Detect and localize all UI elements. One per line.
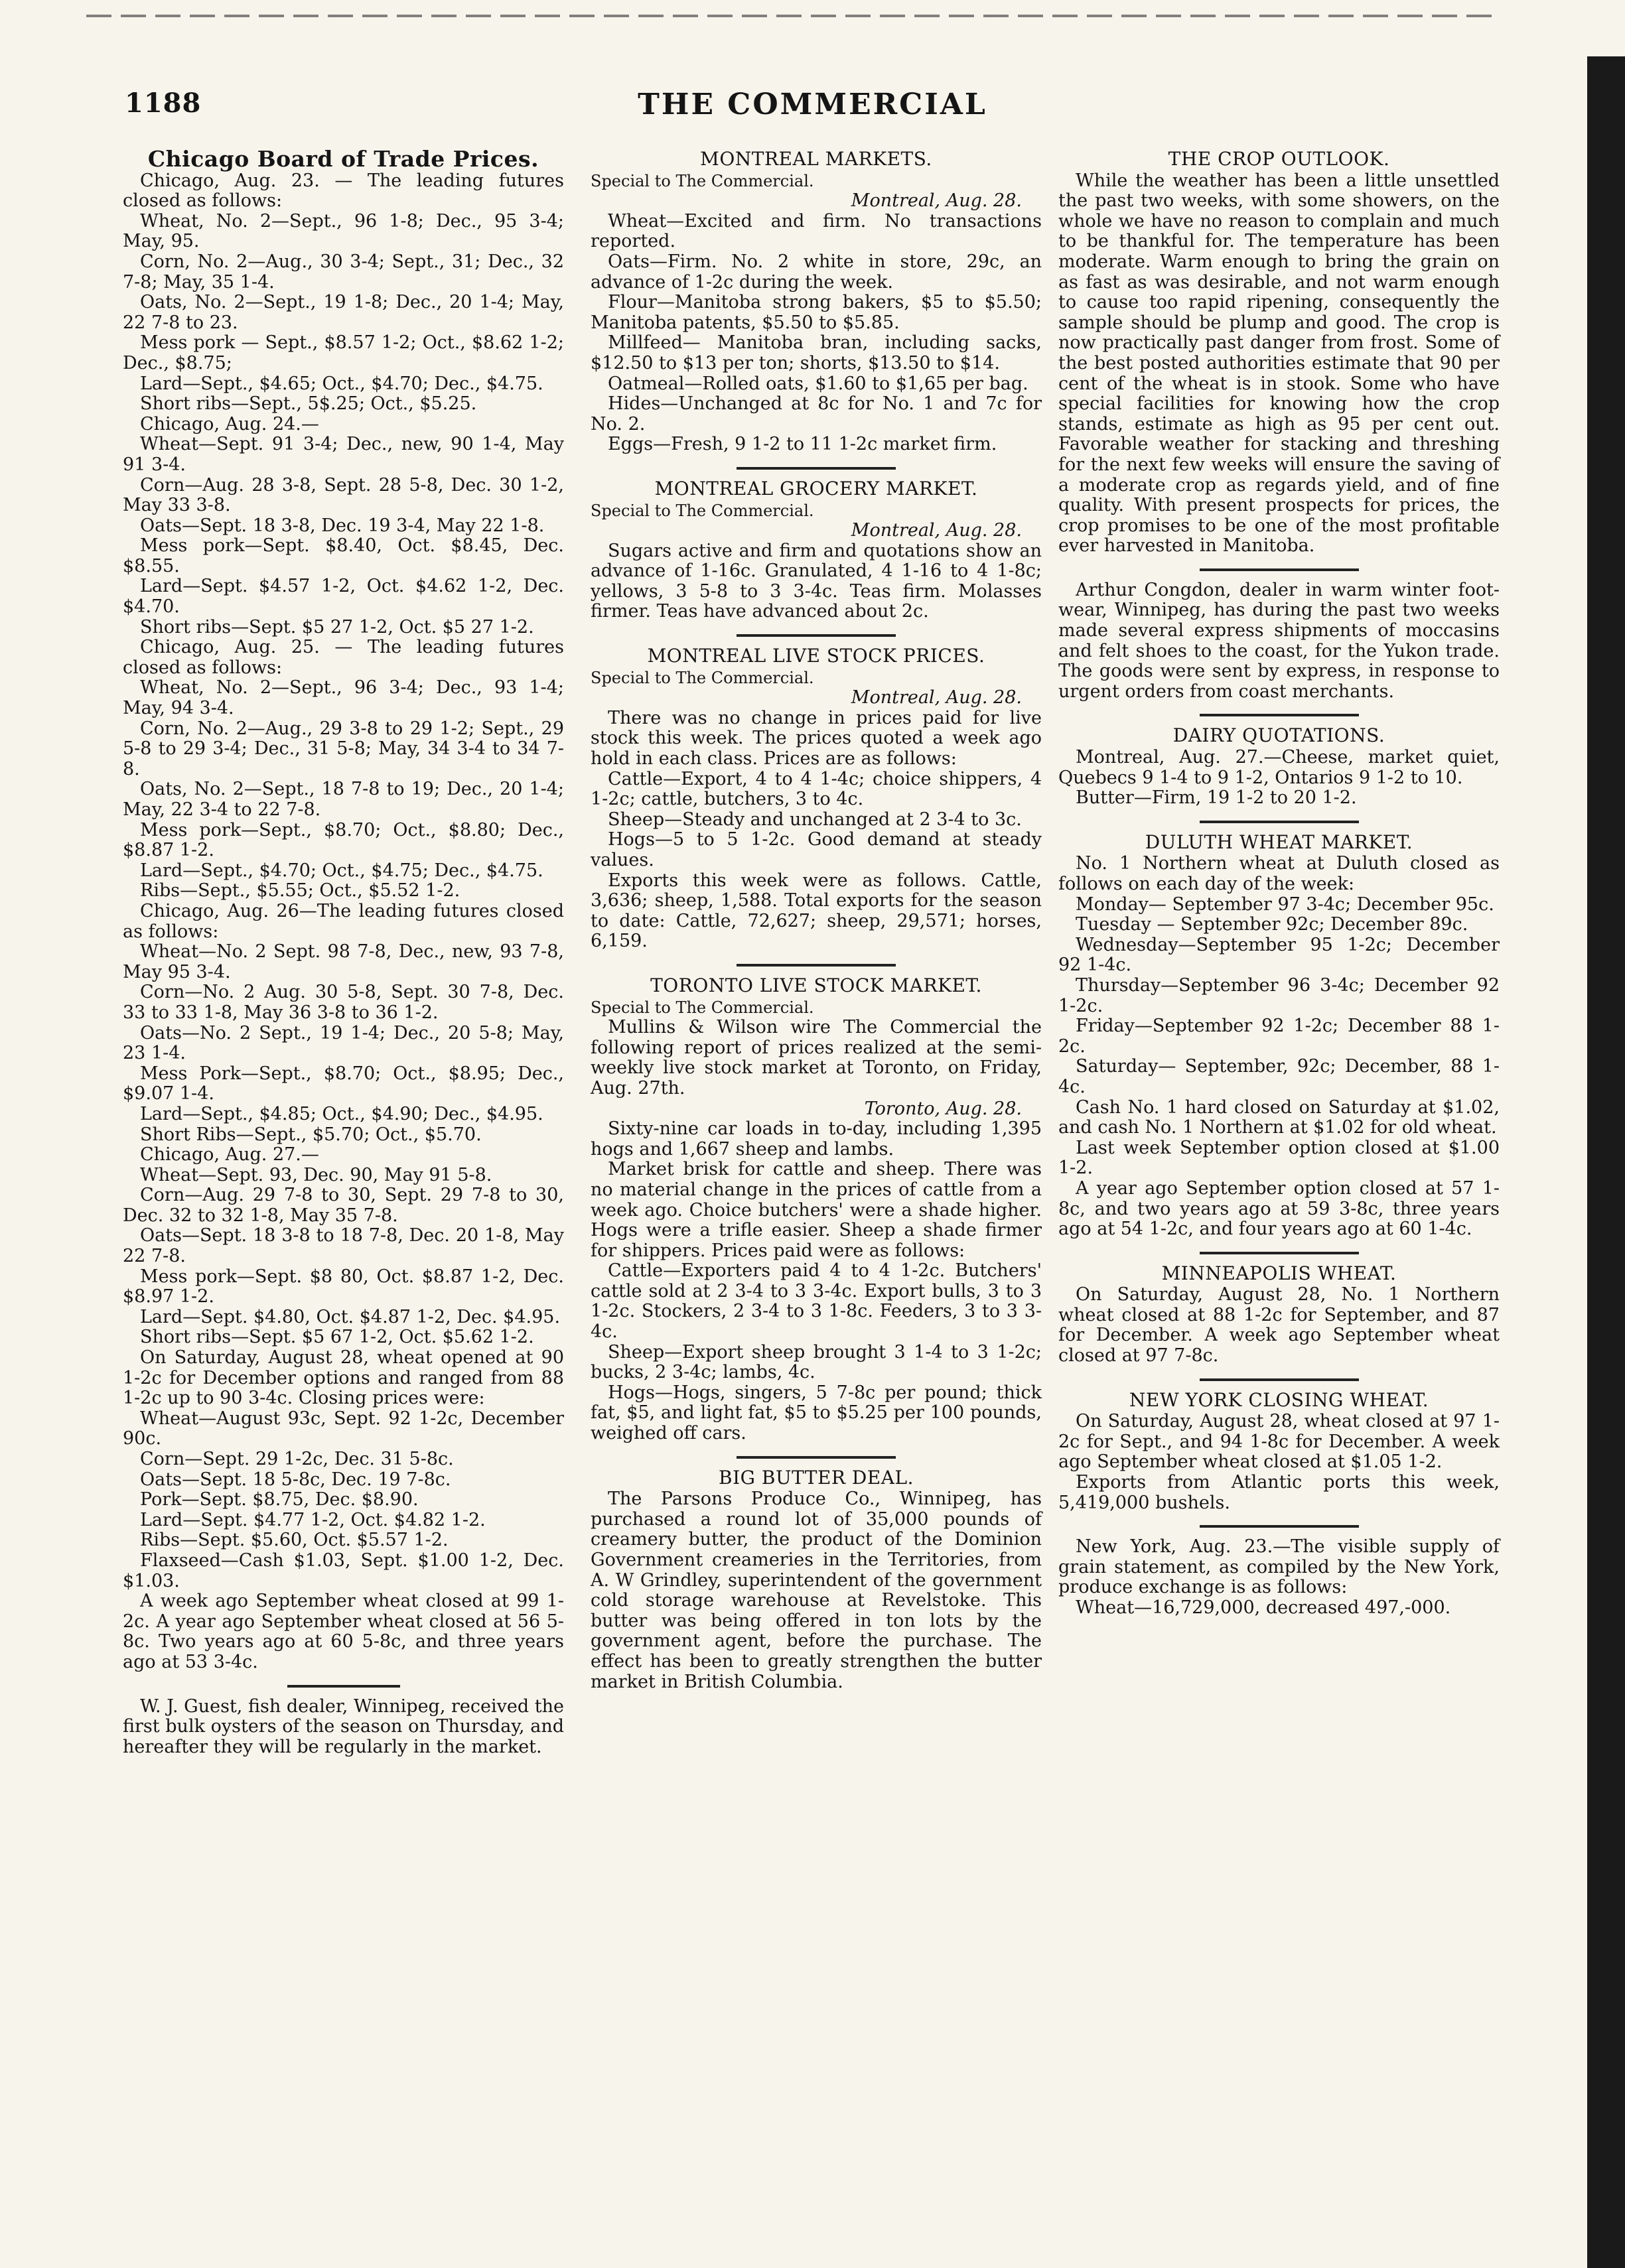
paragraph: Sheep—Export sheep brought 3 1-4 to 3 1-2c; bucks, 2 3-4c; lambs, 4c. (591, 1341, 1042, 1383)
paragraph: Friday—September 92 1-2c; December 88 1-2c. (1058, 1016, 1500, 1057)
journal-title: THE COMMERCIAL (638, 88, 987, 121)
column-1 (123, 146, 564, 1757)
section-separator (1200, 1378, 1359, 1381)
paragraph: Flour—Manitoba strong bakers, $5 to $5.50; Manitoba patents, $5.50 to $5.85. (591, 292, 1042, 333)
paragraph: Saturday— September, 92c; December, 88 1-4c. (1058, 1056, 1500, 1097)
price-paragraph: Mess pork—Sept. $8 80, Oct. $8.87 1-2, Dec. $8.97 1-2. (123, 1266, 564, 1307)
price-paragraph: On Saturday, August 28, wheat opened at 90 1-2c for December options and ranged from 88 1-2c up to 90 3-4c. Closing prices were: (123, 1347, 564, 1409)
paragraph: Hogs—Hogs, singers, 5 7-8c per pound; thick fat, $5, and light fat, $5 to $5.25 per 100 pounds, weighed off cars. (591, 1382, 1042, 1444)
column-3 (1058, 149, 1500, 1619)
toronto-livestock-body (591, 1119, 1042, 1444)
price-paragraph: Short Ribs—Sept., $5.70; Oct., $5.70. (140, 1124, 482, 1145)
price-paragraph: Lard—Sept. $4.77 1-2, Oct. $4.82 1-2. (140, 1509, 486, 1530)
paragraph: Sixty-nine car loads in to-day, including 1,395 hogs and 1,667 sheep and lambs. (591, 1118, 1042, 1160)
price-paragraph: Chicago, Aug. 24.— (140, 413, 319, 434)
dateline: Toronto, Aug. 28. (864, 1098, 1022, 1119)
paragraph: Sheep—Steady and unchanged at 2 3-4 to 3c. (608, 809, 1022, 830)
page-number: 1188 (125, 88, 202, 119)
paragraph: Hogs—5 to 5 1-2c. Good demand at steady values. (591, 829, 1042, 870)
price-paragraph: A week ago September wheat closed at 99 1-2c. A year ago September wheat closed at 56 5-8c. Two years ago at 60 5-8c, and three years ago at 53 3-4c. (123, 1591, 564, 1672)
price-paragraph: Corn—Sept. 29 1-2c, Dec. 31 5-8c. (140, 1449, 454, 1469)
paragraph: Hides—Unchanged at 8c for No. 1 and 7c for No. 2. (591, 393, 1042, 434)
paragraph: Wheat—Excited and firm. No transactions reported. (591, 210, 1042, 252)
price-paragraph: Wheat—No. 2 Sept. 98 7-8, Dec., new, 93 7-8, May 95 3-4. (123, 941, 564, 982)
price-paragraph: Flaxseed—Cash $1.03, Sept. $1.00 1-2, Dec. $1.03. (123, 1550, 564, 1591)
price-paragraph: Wheat—Sept. 91 3-4; Dec., new, 90 1-4, May 91 3-4. (123, 434, 564, 475)
price-paragraph: Oats, No. 2—Sept., 19 1-8; Dec., 20 1-4; May, 22 7-8 to 23. (123, 292, 564, 333)
paragraph: Cattle—Export, 4 to 4 1-4c; choice shippers, 4 1-2c; cattle, butchers, 3 to 4c. (591, 768, 1042, 810)
price-paragraph: Wheat, No. 2—Sept., 96 3-4; Dec., 93 1-4; May, 94 3-4. (123, 677, 564, 719)
paragraph: Tuesday — September 92c; December 89c. (1076, 914, 1468, 935)
paragraph: Cash No. 1 hard closed on Saturday at $1.02, and cash No. 1 Northern at $1.02 for old wheat. (1058, 1097, 1500, 1138)
price-paragraph: Pork—Sept. $8.75, Dec. $8.90. (140, 1489, 419, 1510)
top-rule (86, 15, 1500, 17)
paragraph: While the weather has been a little unsettled the past two weeks, with some showers, on the whole we have no reason to complain and much to be thankful for. The temperature has been moderate. Warm enough to bring the grain on as fast as was desirable, and not warm enough to cause too rapid ripening, consequently the sample should be plump and good. The crop is now practically past danger from frost. Some of the best posted authorities estimate that 90 per cent of the wheat is in stook. Some who have special facilities for knowing how the crop stands, estimate as high as 95 per cent out. Favorable weather for stacking and threshing for the next few weeks will ensure the saving of a moderate crop as regards yield, and of fine quality. With present prospects for prices, the crop promises to be one of the most profitable ever harvested in Manitoba. (1058, 170, 1500, 557)
section-title-crop-outlook: THE CROP OUTLOOK. (1168, 148, 1390, 170)
special-line: Special to The Commercial. (591, 668, 814, 687)
minneapolis-body (1058, 1285, 1500, 1366)
montreal-grocery-body (591, 541, 1042, 622)
dateline: Montreal, Aug. 28. (851, 520, 1022, 541)
price-paragraph: Lard—Sept., $4.65; Oct., $4.70; Dec., $4.75. (140, 373, 543, 394)
column-2 (591, 149, 1042, 1692)
big-butter-body (591, 1489, 1042, 1692)
paragraph: Last week September option closed at $1.00 1-2. (1058, 1137, 1500, 1179)
paragraph: Butter—Firm, 19 1-2 to 20 1-2. (1076, 787, 1357, 809)
price-paragraph: Oats, No. 2—Sept., 18 7-8 to 19; Dec., 20 1-4; May, 22 3-4 to 22 7-8. (123, 779, 564, 820)
column-separator (287, 1685, 400, 1688)
section-separator (1200, 821, 1359, 823)
price-paragraph: Short ribs—Sept. $5 27 1-2, Oct. $5 27 1-2. (140, 616, 534, 637)
section-separator (1200, 1252, 1359, 1254)
dateline: Montreal, Aug. 28. (851, 687, 1022, 708)
price-paragraph: Ribs—Sept. $5.60, Oct. $5.57 1-2. (140, 1530, 449, 1551)
congdon-note: Arthur Congdon, dealer in warm winter foot-wear, Winnipeg, has during the past two weeks made several express shipments of moccasins and felt shoes to the coast, for the Yukon trade. The goods were sent by express, in response to urgent orders from coast merchants. (1058, 579, 1500, 702)
chicago-prices-body (123, 171, 564, 1673)
paragraph: On Saturday, August 28, wheat closed at 97 1-2c for Sept., and 94 1-8c for December. A week ago September wheat closed at $1.05 1-2. (1058, 1411, 1500, 1473)
paragraph: Cattle—Exporters paid 4 to 4 1-2c. Butchers' cattle sold at 2 3-4 to 3 3-4c. Export bulls, 3 to 3 1-2c. Stockers, 2 3-4 to 3 1-8c. Feeders, 3 to 3 3-4c. (591, 1260, 1042, 1343)
paragraph: Oats—Firm. No. 2 white in store, 29c, an advance of 1-2c during the week. (591, 251, 1042, 293)
section-title-minneapolis: MINNEAPOLIS WHEAT. (1161, 1262, 1397, 1284)
toronto-intro: Mullins & Wilson wire The Commercial the following report of prices realized at the semi-weekly live stock market at Toronto, on Friday, Aug. 27th. (591, 1017, 1042, 1099)
price-paragraph: Wheat—Sept. 93, Dec. 90, May 91 5-8. (140, 1164, 492, 1185)
dairy-body (1058, 748, 1500, 809)
section-title-toronto-livestock: TORONTO LIVE STOCK MARKET. (650, 974, 982, 996)
price-paragraph: Mess Pork—Sept., $8.70; Oct., $8.95; Dec., $9.07 1-4. (123, 1063, 564, 1104)
section-title-dairy: DAIRY QUOTATIONS. (1172, 724, 1385, 747)
guest-note: W. J. Guest, fish dealer, Winnipeg, received the first bulk oysters of the season on Thursday, and hereafter they will be regularly in the market. (123, 1696, 564, 1757)
section-separator (1200, 1525, 1359, 1528)
price-paragraph: Corn, No. 2—Aug., 29 3-8 to 29 1-2; Sept., 29 5-8 to 29 3-4; Dec., 31 5-8; May, 34 3-4 to 34 7-8. (123, 718, 564, 779)
section-title-montreal-markets: MONTREAL MARKETS. (700, 148, 932, 170)
dateline: Montreal, Aug. 28. (851, 190, 1022, 212)
crop-outlook-body (1058, 171, 1500, 557)
special-line: Special to The Commercial. (591, 501, 814, 520)
section-separator (737, 634, 896, 637)
duluth-body (1058, 854, 1500, 1239)
price-paragraph: Mess pork — Sept., $8.57 1-2; Oct., $8.62 1-2; Dec., $8.75; (123, 332, 564, 373)
paragraph: No. 1 Northern wheat at Duluth closed as follows on each day of the week: (1058, 853, 1500, 894)
special-line: Special to The Commercial. (591, 171, 814, 190)
paragraph: Market brisk for cattle and sheep. There was no material change in the prices of cattle from a week ago. Choice butchers' were a shade higher. Hogs were a trifle easier. Sheep a shade firmer for shippers. Prices paid were as follows: (591, 1159, 1042, 1261)
paragraph: Oatmeal—Rolled oats, $1.60 to $1,65 per bag. (608, 373, 1028, 394)
price-paragraph: Corn—No. 2 Aug. 30 5-8, Sept. 30 7-8, Dec. 33 to 33 1-8, May 36 3-8 to 36 1-2. (123, 982, 564, 1023)
price-paragraph: Chicago, Aug. 25. — The leading futures closed as follows: (123, 637, 564, 678)
paragraph: A year ago September option closed at 57 1-8c, and two years ago at 59 3-8c, three years ago at 54 1-2c, and four years ago at 60 1-4c. (1058, 1177, 1500, 1240)
price-paragraph: Short ribs—Sept., 5$.25; Oct., $5.25. (140, 393, 477, 415)
paragraph: Exports from Atlantic ports this week, 5,419,000 bushels. (1058, 1472, 1500, 1513)
section-title-duluth: DULUTH WHEAT MARKET. (1145, 831, 1413, 853)
section-separator (737, 964, 896, 967)
paragraph: Wednesday—September 95 1-2c; December 92 1-4c. (1058, 934, 1500, 976)
page-edge-shadow (1587, 56, 1625, 2268)
price-paragraph: Corn—Aug. 28 3-8, Sept. 28 5-8, Dec. 30 1-2, May 33 3-8. (123, 474, 564, 516)
montreal-livestock-body (591, 708, 1042, 952)
section-title-montreal-grocery: MONTREAL GROCERY MARKET. (654, 477, 978, 500)
paragraph: Monday— September 97 3-4c; December 95c. (1076, 894, 1494, 915)
price-paragraph: Wheat—August 93c, Sept. 92 1-2c, December 90c. (123, 1408, 564, 1449)
price-paragraph: Oats—Sept. 18 5-8c, Dec. 19 7-8c. (140, 1469, 451, 1490)
price-paragraph: Corn—Aug. 29 7-8 to 30, Sept. 29 7-8 to 30, Dec. 32 to 32 1-8, May 35 7-8. (123, 1185, 564, 1226)
paragraph: Millfeed— Manitoba bran, including sacks, $12.50 to $13 per ton; shorts, $13.50 to $14. (591, 332, 1042, 373)
section-separator (737, 467, 896, 470)
special-line: Special to The Commercial. (591, 998, 814, 1017)
paragraph: Sugars active and firm and quotations show an advance of 1-16c. Granulated, 4 1-16 to 4 1-8c; yellows, 3 5-8 to 3 3-4c. Teas firm. Molasses firmer. Teas have advanced about 2c. (591, 540, 1042, 622)
section-title-new-york: NEW YORK CLOSING WHEAT. (1129, 1388, 1429, 1411)
price-paragraph: Corn, No. 2—Aug., 30 3-4; Sept., 31; Dec., 32 7-8; May, 35 1-4. (123, 251, 564, 293)
price-paragraph: Chicago, Aug. 27.— (140, 1144, 319, 1166)
price-paragraph: Oats—No. 2 Sept., 19 1-4; Dec., 20 5-8; May, 23 1-4. (123, 1022, 564, 1064)
price-paragraph: Lard—Sept. $4.80, Oct. $4.87 1-2, Dec. $4.95. (140, 1306, 561, 1327)
visible-supply-body (1058, 1537, 1500, 1618)
price-paragraph: Chicago, Aug. 23. — The leading futures closed as follows: (123, 170, 564, 212)
montreal-markets-body (591, 212, 1042, 455)
price-paragraph: Ribs—Sept., $5.55; Oct., $5.52 1-2. (140, 880, 460, 901)
price-paragraph: Wheat, No. 2—Sept., 96 1-8; Dec., 95 3-4; May, 95. (123, 210, 564, 252)
price-paragraph: Chicago, Aug. 26—The leading futures closed as follows: (123, 900, 564, 942)
paragraph: Exports this week were as follows. Cattle, 3,636; sheep, 1,588. Total exports for the season to date: Cattle, 72,627; sheep, 29,571; horses, 6,159. (591, 870, 1042, 952)
paragraph: Thursday—September 96 3-4c; December 92 1-2c. (1058, 974, 1500, 1016)
paragraph: Montreal, Aug. 27.—Cheese, market quiet, Quebecs 9 1-4 to 9 1-2, Ontarios 9 1-2 to 10. (1058, 747, 1500, 788)
price-paragraph: Oats—Sept. 18 3-8 to 18 7-8, Dec. 20 1-8, May 22 7-8. (123, 1225, 564, 1267)
section-separator (1200, 568, 1359, 571)
paragraph: The Parsons Produce Co., Winnipeg, has purchased a round lot of 35,000 pounds of creamery butter, the product of the Dominion Government creameries in the Territories, from A. W Grindley, superintendent of the government cold storage warehouse at Revelstoke. This butter was being offered in ton lots by the government agent, before the purchase. The effect has been to greatly strengthen the butter market in British Columbia. (591, 1489, 1042, 1692)
price-paragraph: Oats—Sept. 18 3-8, Dec. 19 3-4, May 22 1-8. (140, 515, 545, 536)
paragraph: Wheat—16,729,000, decreased 497,-000. (1076, 1597, 1451, 1618)
price-paragraph: Lard—Sept., $4.70; Oct., $4.75; Dec., $4.75. (140, 860, 543, 881)
paragraph: There was no change in prices paid for live stock this week. The prices quoted a week ago hold in each class. Prices are as follows: (591, 707, 1042, 769)
paragraph: New York, Aug. 23.—The visible supply of grain statement, as compiled by the New York, produce exchange is as follows: (1058, 1536, 1500, 1598)
section-separator (737, 1456, 896, 1459)
section-separator (1200, 714, 1359, 716)
new-york-body (1058, 1412, 1500, 1513)
price-paragraph: Mess pork—Sept. $8.40, Oct. $8.45, Dec. $8.55. (123, 535, 564, 576)
price-paragraph: Lard—Sept., $4.85; Oct., $4.90; Dec., $4.95. (140, 1103, 543, 1124)
price-paragraph: Short ribs—Sept. $5 67 1-2, Oct. $5.62 1-2. (140, 1327, 534, 1348)
section-title-big-butter: BIG BUTTER DEAL. (719, 1466, 914, 1489)
section-title-montreal-livestock: MONTREAL LIVE STOCK PRICES. (647, 645, 985, 667)
paragraph: On Saturday, August 28, No. 1 Northern wheat closed at 88 1-2c for September, and 87 for December. A week ago September wheat closed at 97 7-8c. (1058, 1284, 1500, 1367)
section-title-chicago: Chicago Board of Trade Prices. (147, 146, 539, 172)
price-paragraph: Lard—Sept. $4.57 1-2, Oct. $4.62 1-2, Dec. $4.70. (123, 576, 564, 618)
price-paragraph: Mess pork—Sept., $8.70; Oct., $8.80; Dec., $8.87 1-2. (123, 819, 564, 861)
paragraph: Eggs—Fresh, 9 1-2 to 11 1-2c market firm. (608, 434, 997, 455)
